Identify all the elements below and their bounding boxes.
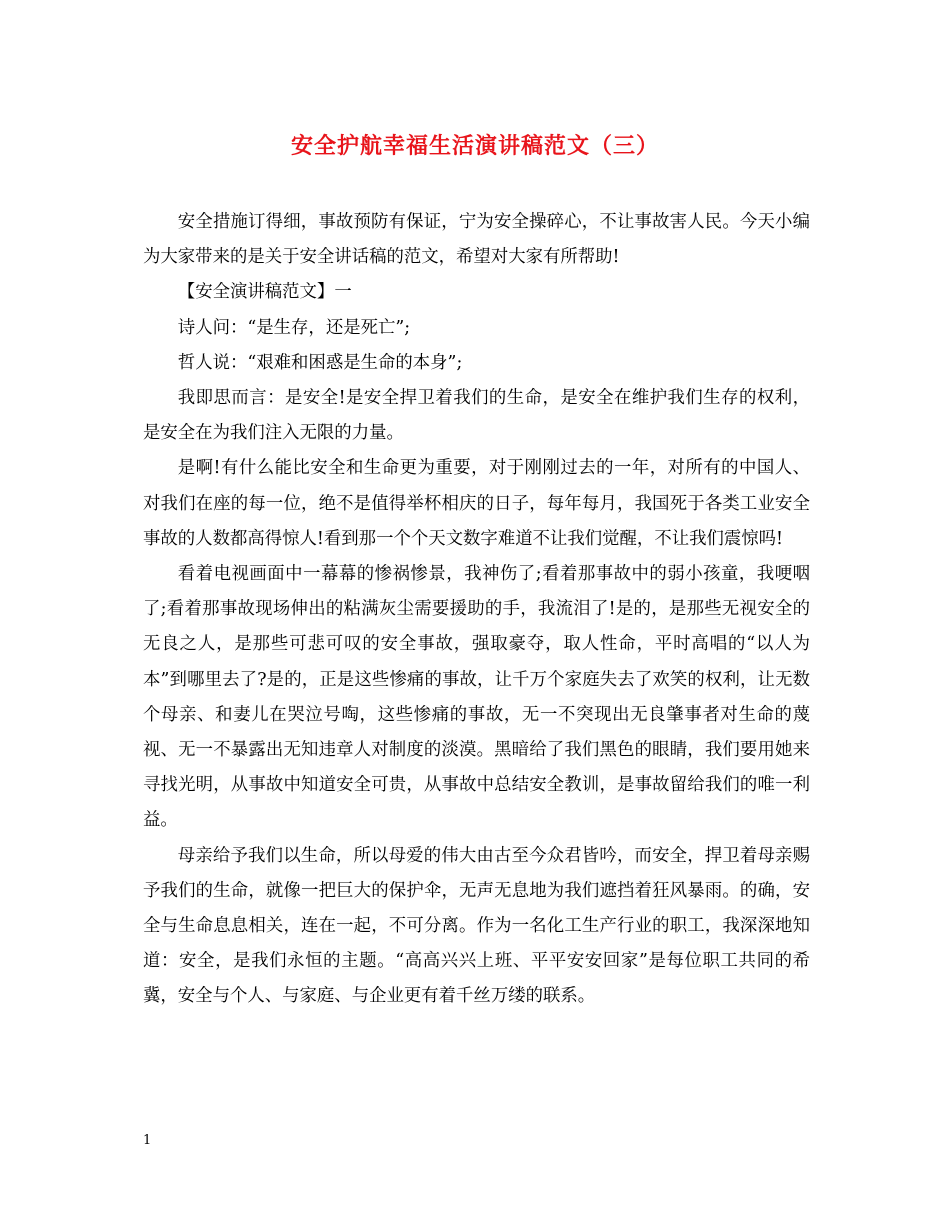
document-title: 安全护航幸福生活演讲稿范文（三） — [290, 133, 659, 159]
paragraph-poet-quote: 诗人问：“是生存，还是死亡”; — [177, 317, 411, 338]
paragraph-accidents: 看着电视画面中一幕幕的惨祸惨景，我神伤了;看着那事故中的弱小孩童，我哽咽了;看着那事故现场伸出的粘满灰尘需要援助的手，我流泪了!是的，是那些无视安全的无良之人，是那些可悲可叹的安全事故，强取豪夺，取人性命，平时高唱的“以人为本”到哪里去了?是的，正是这些惨痛的事故，让千万个家庭失去了欢笑的权利，让无数个母亲、和妻儿在哭泣号啕，这些惨痛的事故，无一不突现出无良肇事者对生命的蔑视、无一不暴露出无知违章人对制度的淡漠。黑暗给了我们黑色的眼睛，我们要用她来寻找光明，从事故中知道安全可贵，从事故中总结安全教训，是事故留给我们的唯一利益。 — [143, 564, 810, 831]
paragraph-importance: 是啊!有什么能比安全和生命更为重要，对于刚刚过去的一年，对所有的中国人、对我们在座的每一位，绝不是值得举杯相庆的日子，每年每月，我国死于各类工业安全事故的人数都高得惊人!看到那一个个天文数字难道不让我们觉醒，不让我们震惊吗! — [143, 458, 810, 549]
page-number: 1 — [143, 1133, 152, 1148]
paragraph-section-heading: 【安全演讲稿范文】一 — [177, 282, 352, 303]
paragraph-philosopher-quote: 哲人说：“艰难和困惑是生命的本身”; — [177, 352, 463, 373]
paragraph-intro: 安全措施订得细，事故预防有保证，宁为安全操碎心，不让事故害人民。今天小编为大家带来的是关于安全讲话稿的范文，希望对大家有所帮助! — [143, 212, 810, 268]
document-body — [143, 205, 810, 1015]
paragraph-mother-life: 母亲给予我们以生命，所以母爱的伟大由古至今众君皆吟，而安全，捍卫着母亲赐予我们的生命，就像一把巨大的保护伞，无声无息地为我们遮挡着狂风暴雨。的确，安全与生命息息相关，连在一起，不可分离。作为一名化工生产行业的职工，我深深地知道：安全，是我们永恒的主题。“高高兴兴上班、平平安安回家”是每位职工共同的希冀，安全与个人、与家庭、与企业更有着千丝万缕的联系。 — [143, 845, 810, 1007]
paragraph-safety-statement: 我即思而言：是安全!是安全捍卫着我们的生命，是安全在维护我们生存的权利，是安全在为我们注入无限的力量。 — [143, 388, 810, 444]
